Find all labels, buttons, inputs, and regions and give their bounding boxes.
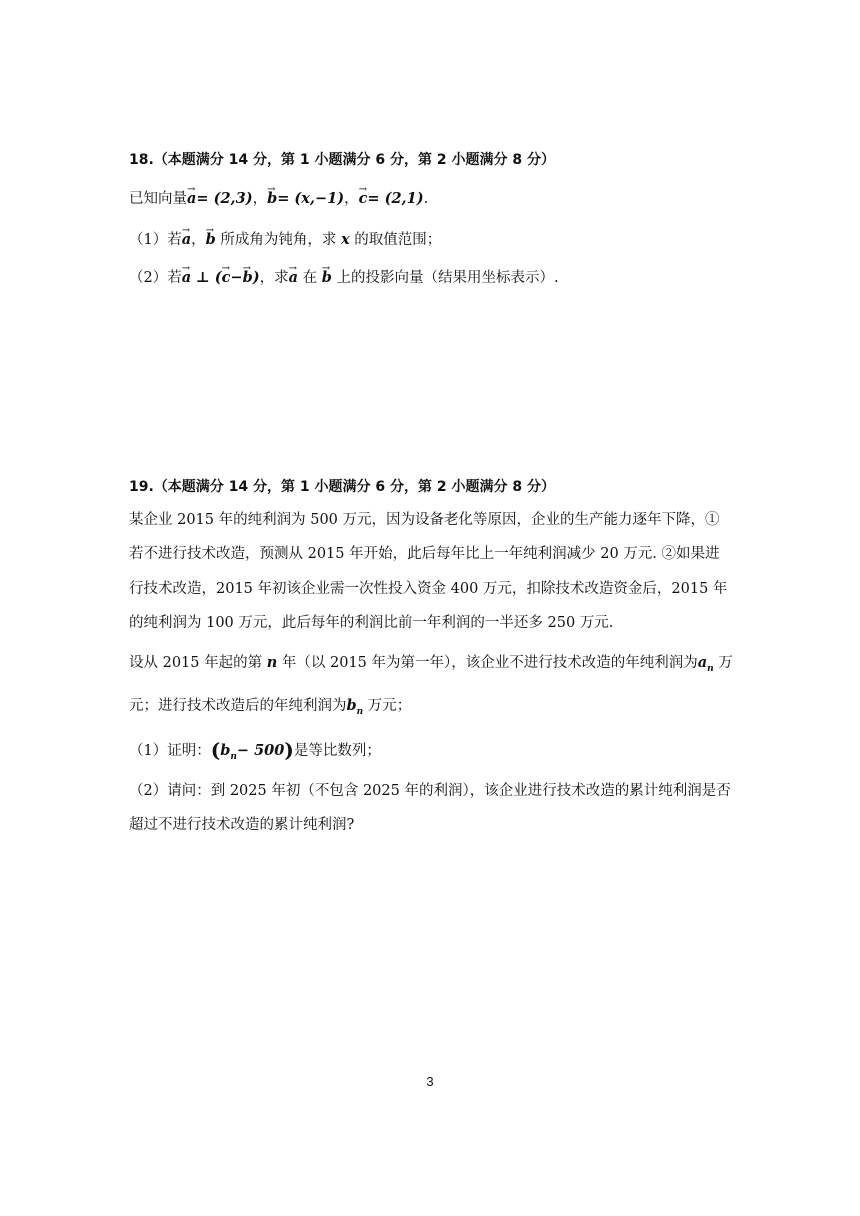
vector-c: → c [359,189,368,209]
q19-para-line: 的纯利润为 100 万元，此后每年的利润比前一年利润的一半还多 250 万元. [129,615,614,631]
q19-part2-line1: （2）请问：到 2025 年初（不包含 2025 年的利润），该企业进行技术改造的累计纯利润是否 [129,783,731,799]
vector-a: → a [289,268,298,288]
q19-para-line: 若不进行技术改造，预测从 2015 年开始，此后每年比上一年纯利润减少 20 万元. ②如果进 [129,546,720,562]
q18-intro: 已知向量 [129,191,187,207]
perp-expr: ⊥ ( [195,269,222,286]
sequence-b: b [346,697,357,714]
q18-heading: 18.（本题满分 14 分，第 1 小题满分 6 分，第 2 小题满分 8 分） [129,152,555,168]
vector-b: → b [322,268,332,288]
q19-part1: （1）证明：$(b_n- 500)$是等比数列； [129,738,381,762]
expr-minus-500: − 500 [236,742,285,759]
q19-heading: 19.（本题满分 14 分，第 1 小题满分 6 分，第 2 小题满分 8 分） [129,479,555,495]
vector-c-def: = (2,1) [367,190,424,207]
q19-definition-line2: 元；进行技术改造后的年纯利润为$b_n$ 万元； [129,697,412,717]
vector-a: → a [182,268,191,288]
sequence-a: a [697,654,708,671]
vector-a: → a [187,189,196,209]
vector-a: → a [182,230,191,250]
q19-part2-line2: 超过不进行技术改造的累计纯利润? [129,817,355,833]
page-number: 3 [426,1074,434,1089]
vector-b: → b [206,230,216,250]
sequence-b: b [220,742,231,759]
q18-part1: （1）若→ a，→ b 所成角为钝角，求 x 的取值范围； [129,230,739,250]
q19-definition-line1: 设从 2015 年起的第 n 年（以 2015 年为第一年），该企业不进行技术改造的年纯利润为$a_n$ 万 [129,654,733,674]
q19-para-line: 某企业 2015 年的纯利润为 500 万元，因为设备老化等原因，企业的生产能力逐年下降，① [129,512,720,528]
variable-x: x [341,231,350,248]
vector-a-def: = (2,3) [196,190,253,207]
q18-given: 已知向量→ a= (2,3)，→ b= (x,−1)，→ c= (2,1). [129,189,739,209]
q18-part2: （2）若→ a ⊥ (→ c−→ b)，求→ a 在 → b 上的投影向量（结果用坐标表示）. [129,268,739,288]
vector-b: → b [267,189,277,209]
q19-para-line: 行技术改造，2015 年初该企业需一次性投入资金 400 万元，扣除技术改造资金后，2015 年 [129,581,728,597]
vector-c: → c [222,268,231,288]
variable-n: n [266,654,278,671]
vector-b: → b [243,268,253,288]
vector-b-def: = (x,−1) [277,190,345,207]
